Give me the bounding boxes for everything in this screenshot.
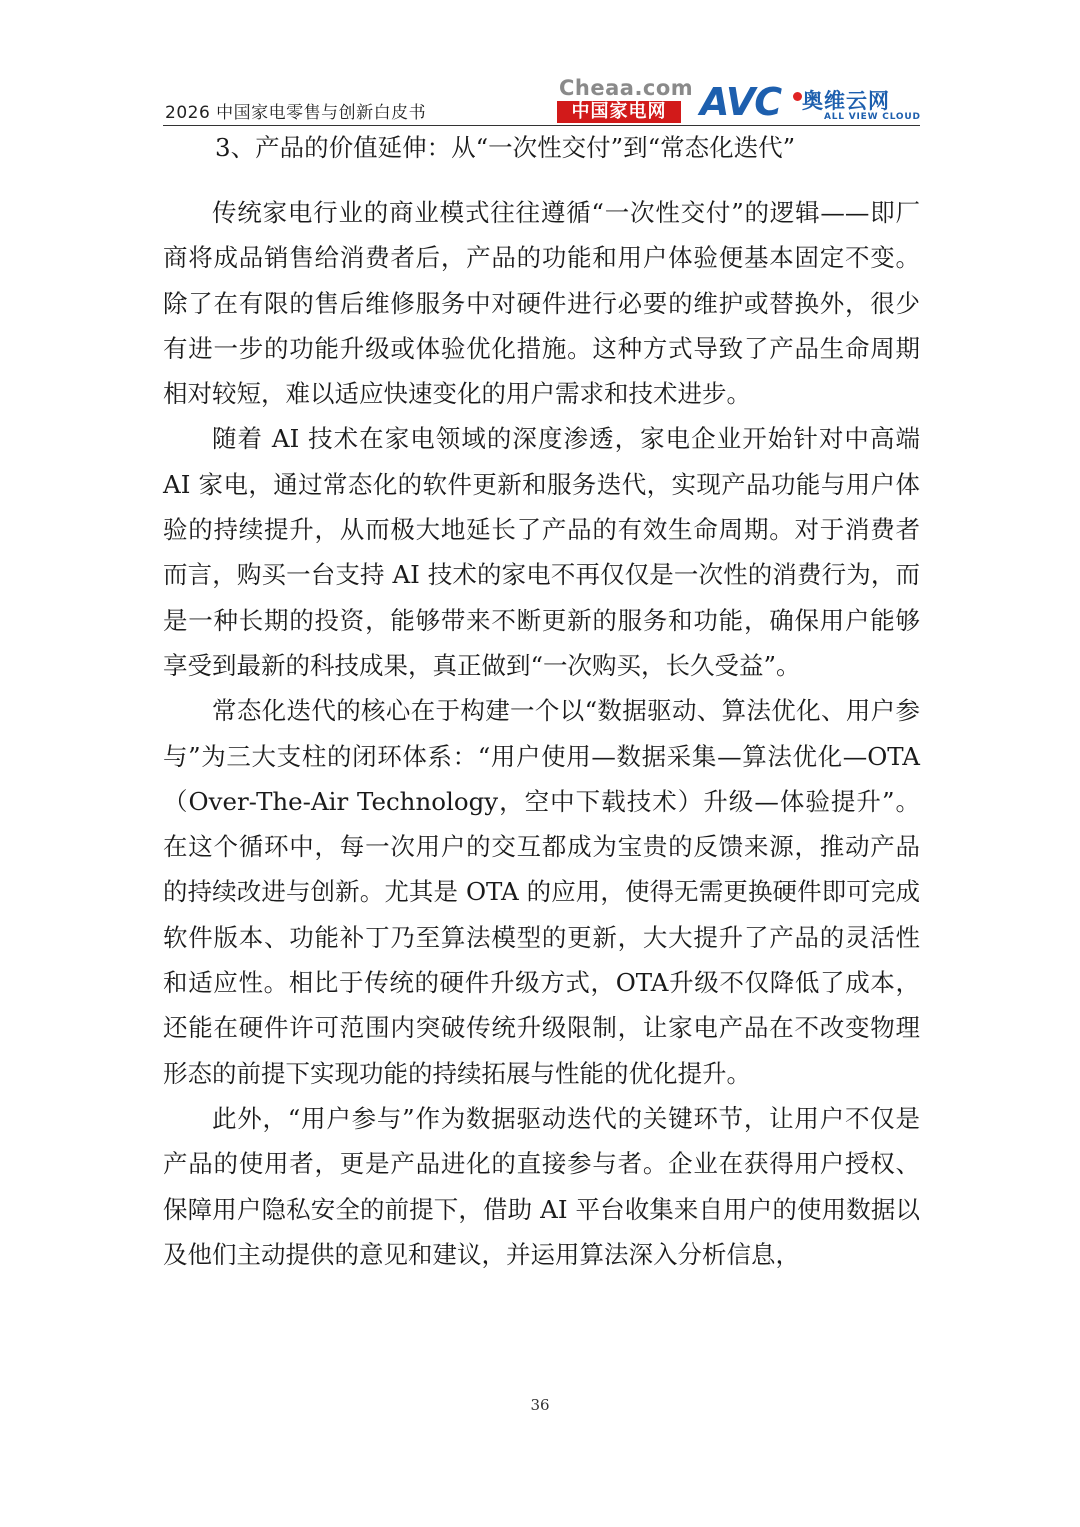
page-number: 36 bbox=[530, 1396, 550, 1414]
avc-logo-dot bbox=[793, 92, 802, 101]
cheaa-logo-cn: 中国家电网 bbox=[557, 101, 681, 123]
avc-logo-en: ALL VIEW CLOUD bbox=[824, 112, 921, 122]
avc-logo bbox=[700, 82, 925, 126]
cheaa-logo bbox=[555, 76, 694, 124]
section-heading: 3、产品的价值延伸：从“一次性交付”到“常态化迭代” bbox=[215, 133, 796, 162]
page-content bbox=[163, 128, 920, 1277]
paragraph-2: 随着 AI 技术在家电领域的深度渗透，家电企业开始针对中高端 AI 家电，通过常态化的软件更新和服务迭代，实现产品功能与用户体验的持续提升，从而极大地延长了产品的有效生命周期。对于消费者而言，购买一台支持 AI 技术的家电不再仅仅是一次性的消费行为，而是一种长期的投资，能够带来不断更新的服务和功能，确保用户能够享受到最新的科技成果，真正做到“一次购买，长久受益”。 bbox=[163, 424, 920, 680]
page-header bbox=[0, 0, 1080, 130]
avc-logo-mark: AVC bbox=[700, 80, 782, 124]
body-text bbox=[163, 190, 920, 1277]
paragraph-3: 常态化迭代的核心在于构建一个以“数据驱动、算法优化、用户参与”为三大支柱的闭环体系：“用户使用—数据采集—算法优化—OTA（Over-The-Air Technology，空中下载技术）升级—体验提升”。在这个循环中，每一次用户的交互都成为宝贵的反馈来源，推动产品的持续改进与创新。尤其是 OTA 的应用，使得无需更换硬件即可完成软件版本、功能补丁乃至算法模型的更新，大大提升了产品的灵活性和适应性。相比于传统的硬件升级方式，OTA升级不仅降低了成本，还能在硬件许可范围内突破传统升级限制，让家电产品在不改变物理形态的前提下实现功能的持续拓展与性能的优化提升。 bbox=[163, 696, 920, 1088]
cheaa-logo-en: Cheaa.com bbox=[559, 76, 694, 100]
paragraph-4: 此外，“用户参与”作为数据驱动迭代的关键环节，让用户不仅是产品的使用者，更是产品进化的直接参与者。企业在获得用户授权、保障用户隐私安全的前提下，借助 AI 平台收集来自用户的使用数据以及他们主动提供的意见和建议，并运用算法深入分析信息， bbox=[163, 1103, 920, 1269]
document-title: 2026 中国家电零售与创新白皮书 bbox=[165, 103, 427, 123]
avc-logo-cn: 奥维云网 bbox=[802, 89, 890, 113]
header-divider bbox=[163, 125, 920, 126]
paragraph-1: 传统家电行业的商业模式往往遵循“一次性交付”的逻辑——即厂商将成品销售给消费者后，产品的功能和用户体验便基本固定不变。除了在有限的售后维修服务中对硬件进行必要的维护或替换外，很少有进一步的功能升级或体验优化措施。这种方式导致了产品生命周期相对较短，难以适应快速变化的用户需求和技术进步。 bbox=[163, 198, 920, 409]
